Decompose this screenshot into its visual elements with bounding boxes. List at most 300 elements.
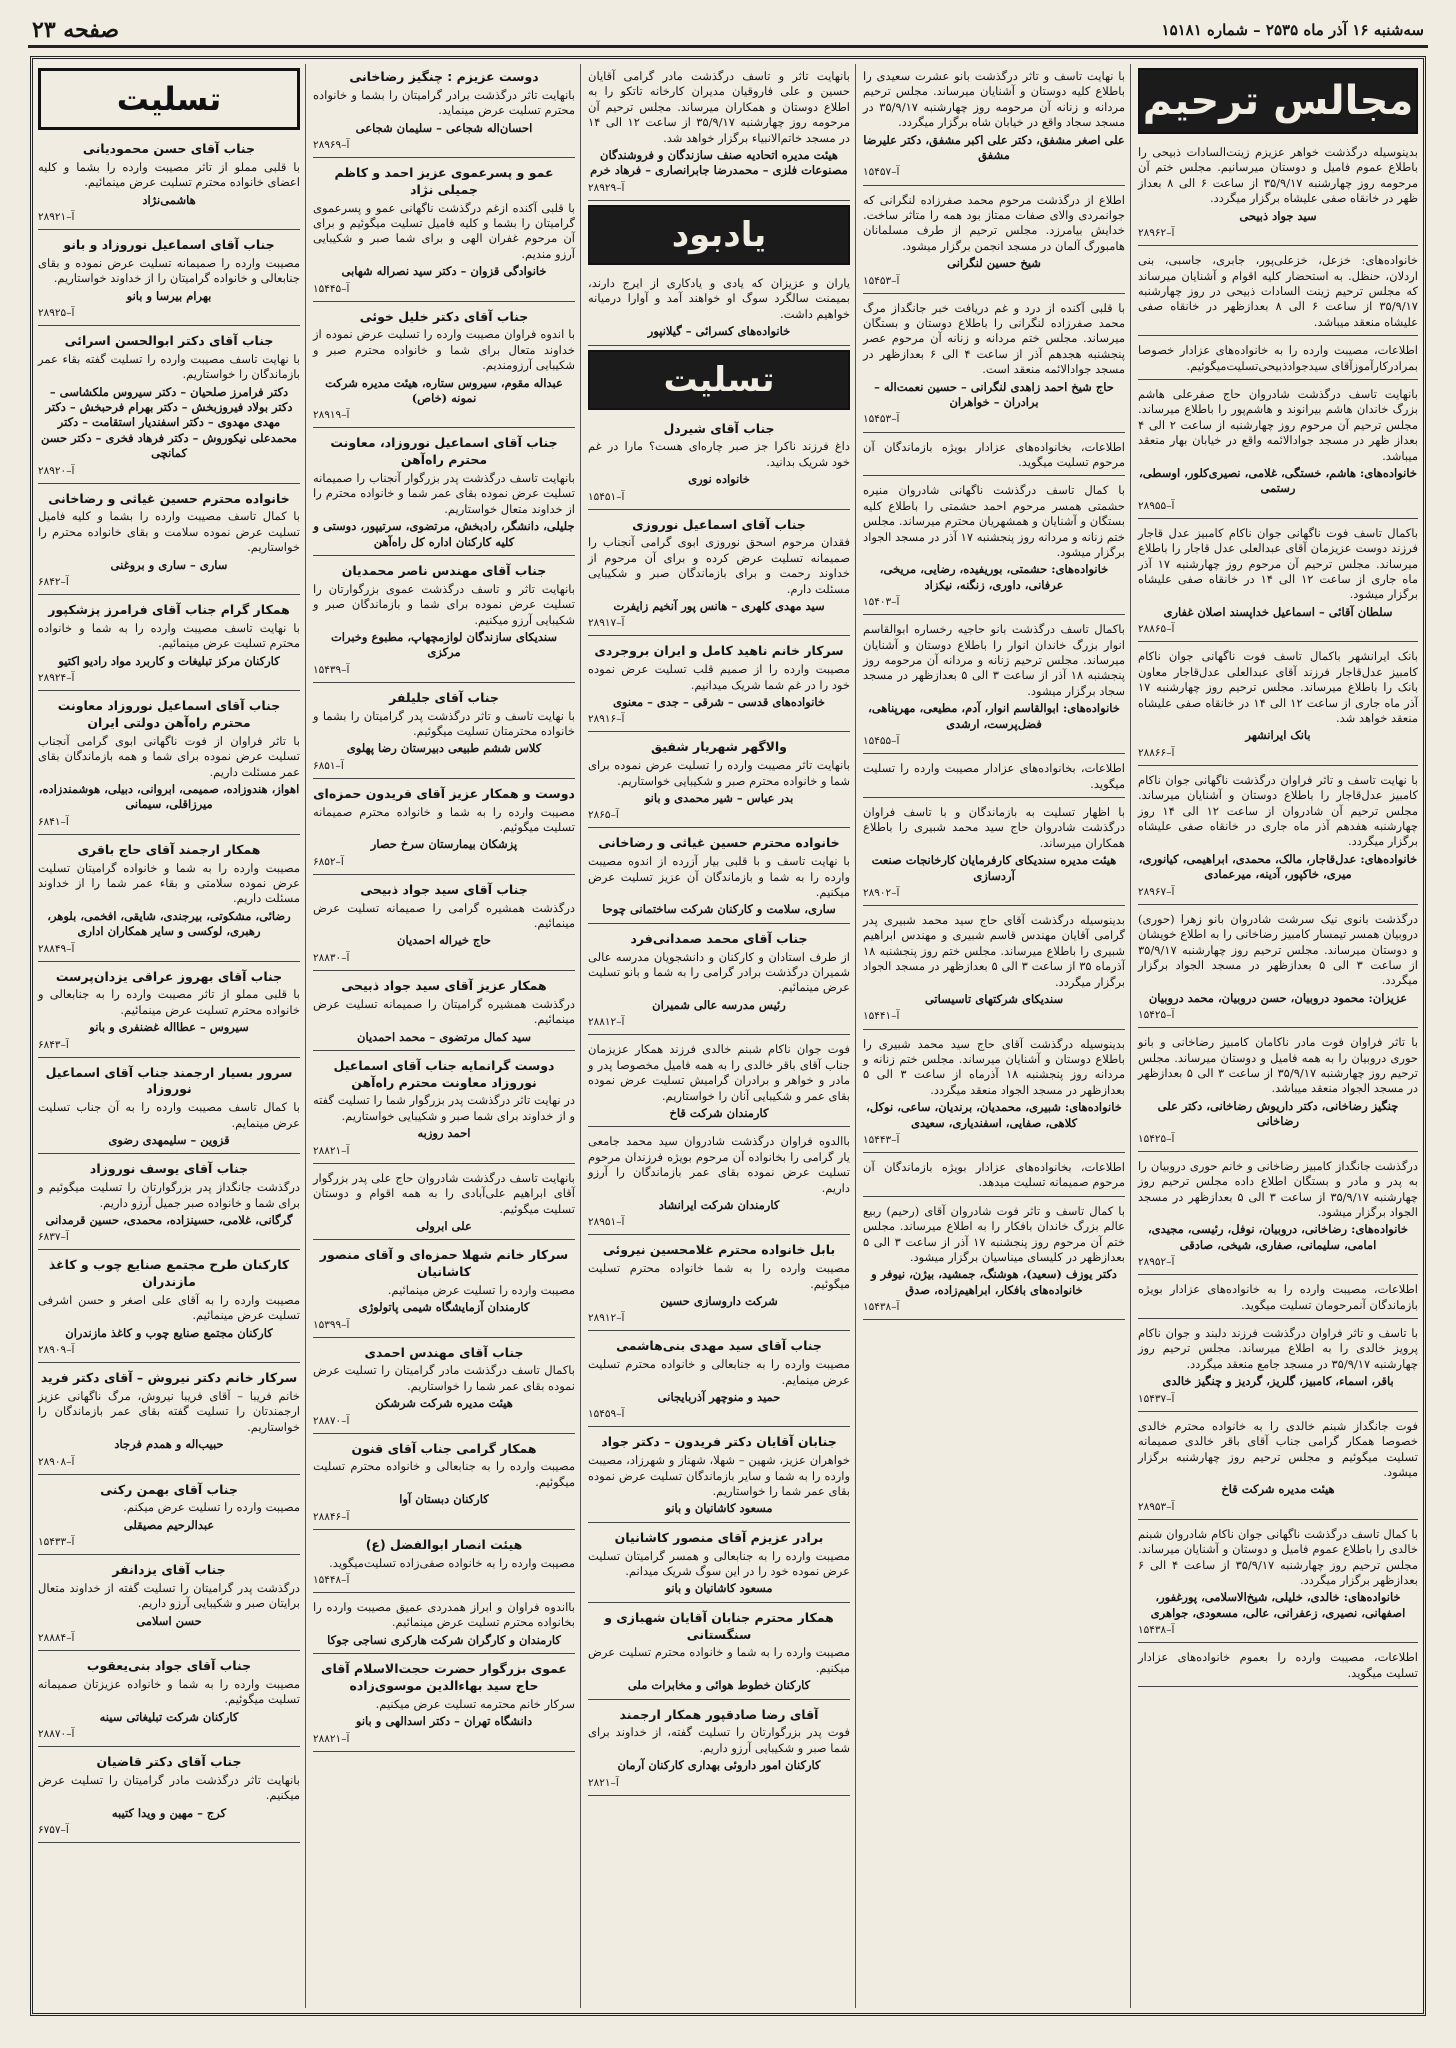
- notice-signature: حمید و منوچهر آذربایجانی: [657, 1390, 781, 1404]
- notice-body: اطلاعات، بخانواده‌های عزادار مصیبت وارده را تسلیت میگوید.: [863, 761, 1125, 791]
- notice-signature: علی ابرولی: [416, 1218, 472, 1233]
- notice: [313, 1342, 575, 1434]
- notice-code: ۲۸۸۳۰–آ: [313, 951, 350, 964]
- notice-signature: خانواده‌های: شبیری، محمدیان، برندیان، ساعی، نوکل، کلاهی، صفایی، اسفندیاری، سعیدی: [866, 1100, 1122, 1130]
- notice-body: با کمال تاسف مصیبت وارده را بشما و کلیه فامیل تسلیت عرض نموده سلامت و بقای خانواده محترم را خواستاریم.: [38, 509, 300, 555]
- notice: [1138, 340, 1418, 380]
- notice-signature: کارکنان مرکز تبلیغات و کاربرد مواد رادیو اکتیو: [58, 653, 280, 668]
- notice-code: ۲۸۹۵۲–آ: [1138, 1256, 1175, 1269]
- notice-body: بااندوه فراوان و ابراز همدردی عمیق مصیبت وارده را بخانواده محترم تسلیت عرض مینمائیم.: [313, 1599, 575, 1630]
- notice: [38, 1062, 300, 1155]
- column-notices-3: [583, 62, 855, 2010]
- notice-code: ۱۵۴۳۸–آ: [1138, 1624, 1175, 1637]
- notice-signature: هیئت مدیره شرکت قاخ: [1221, 1482, 1335, 1497]
- notice-body: با کمال تاسف و تاثر فوت شادروان آقای (رحیم) ربیع عالم بزرگ خاندان بافکار را به اطلاع میرساند. مجلس ختم آن مرحوم روز پنجشنبه ۱۷ آذر از ساعت ۳ الی ۵ بعدازظهر در کلیسای میناسیان برگزار میشود.: [863, 1203, 1125, 1265]
- notice: [863, 619, 1125, 754]
- column-notices-2: [858, 62, 1130, 2010]
- notice: [38, 695, 300, 835]
- notice-body: فقدان مرحوم اسحق نوروزی ابوی گرامی آنجناب را صمیمانه تسلیت عرض کرده و برای آن مرحوم از خداوند رحمت و برای بازماندگان صبر و شکیبایی مسئلت دارم.: [588, 535, 850, 596]
- notice: [313, 162, 575, 302]
- notice: [1138, 1323, 1418, 1412]
- notice-title: جناب آقای جواد بنی‌یعقوب: [86, 1658, 252, 1674]
- notice: [313, 66, 575, 158]
- notice: [38, 1655, 300, 1747]
- notice: [588, 736, 850, 828]
- notice-code: ۲۸۹۲۰–آ: [38, 464, 75, 477]
- notice: [38, 1367, 300, 1474]
- notice-signature: هاشمی‌نژاد: [142, 192, 196, 207]
- notice-code: ۲۸۹۱۲–آ: [588, 1312, 625, 1325]
- notice-signature: مسعود کاشانیان و بانو: [665, 1581, 773, 1596]
- notice-signature: هیئت مدیره اتحادیه صنف سازندگان و فروشندگان مصنوعات فلزی – محمدرضا جابرانصاری – فرهاد خرم: [590, 148, 848, 178]
- notice-body: با اظهار تسلیت به بازماندگان و با تاسف فراوان درگذشت شادروان حاج سید محمد شبیری را باطلاع همکاران میرساند.: [863, 804, 1125, 850]
- notice: [1138, 646, 1418, 766]
- notice-code: ۲۸۹۲۵–آ: [38, 307, 75, 319]
- page-header: [28, 14, 1428, 48]
- notice-signature: خانواده‌های قدسی – شرقی – جدی – معنوی: [612, 694, 826, 709]
- notice: [863, 437, 1125, 477]
- notice-body: باکمال تاسف درگذشت بانو حاجیه رخساره ابوالقاسم انوار بزرگ خاندان انوار را باطلاع دوستان و آشنایان میرساند. مجلس ترحیم زنانه و مردانه آن مرحومه روز پنجشنبه ۱۸ آذر از ساعت ۳ الی ۵ بعدازظهر در مسجد سجاد برگزار میشود.: [863, 622, 1125, 698]
- notice-title: جناب آقای مهندس احمدی: [364, 1344, 524, 1360]
- column-divider: [305, 64, 306, 2008]
- notice: [588, 1131, 850, 1235]
- notice-body: فوت جوان ناکام شبنم خالدی فرزند همکار عزیزمان جناب آقای باقر خالدی را به همه فامیل مخصوصا پدر و مادر و خواهر و برادران گرامیش تسلیت عرض نموده بقای عمر و شکیبایی آنان را خواستاریم.: [588, 1042, 850, 1103]
- notice-body: باالدوه فراوان درگذشت شادروان سید محمد جامعی یار گرامی را بخانواده آن مرحوم بویژه فرزندان مرحوم تسلیت عرض نموده بقای عمر بازماندگان را آرزو داریم.: [588, 1134, 850, 1195]
- notice-signature: دانشگاه تهران – دکتر اسدالهی و بانو: [355, 1714, 533, 1729]
- notice-body: یاران و عزیزان که یادی و یادکاری از ایرج دارند، بمیمنت سالگرد سوگ او خواهند آمد و آوارا درمیانه خواهیم داشت.: [588, 275, 850, 321]
- notice-code: ۲۸۸۲۱–آ: [313, 1732, 350, 1745]
- notice-code: ۲۸۹۵۵–آ: [1138, 499, 1175, 512]
- notice-body: با نهایت تاسف و تاثر درگذشت پدر گرامیتان را بشما و خانواده محترمتان تسلیت میگوئیم.: [313, 708, 575, 738]
- notice: [588, 1527, 850, 1603]
- page-number: صفحه ۲۳: [32, 16, 120, 43]
- notice-signature: هیئت مدیره شرکت شرشکن: [375, 1396, 513, 1411]
- notice-code: ۲۸۹۰۲–آ: [863, 886, 900, 899]
- notice-signature: سلطان آقائی – اسماعیل خداپسند اصلان غفاری: [1163, 604, 1393, 619]
- notice: [588, 1039, 850, 1127]
- notice-signature: شرکت داروسازی حسین: [660, 1293, 778, 1308]
- notice: [863, 758, 1125, 798]
- notice: [1138, 523, 1418, 643]
- notice-signature: عزیزان: محمود دروبیان، حسن دروبیان، محمد دروبیان: [1148, 990, 1408, 1005]
- notice-title: جناب آقای بهروز عراقی یزدان‌پرست: [55, 968, 283, 984]
- notice: [1138, 250, 1418, 336]
- notice-body: مصیبت وارده را به شما و خانواده محترم تسلیت عرض میکنیم.: [588, 1645, 850, 1675]
- notice-body: با نهایت تاسف و تاثر فراوان درگذشت ناگهانی جوان ناکام کامبیز عدل‌قاجار را باطلاع دوستان و آشنایان میرساند. مجلس ترحیم آن شادروان از ساعت ۱۲ الی ۱۴ روز چهارشنبه هفدهم آذر ماه جاری در خانقاه صفی علیشاه برگزار میگردد.: [1138, 772, 1418, 849]
- notice-body: بانهایت تاثر درگذشت برادر گرامیتان را بشما و خانواده محترم تسلیت عرض مینماید.: [313, 87, 575, 118]
- notice-signature: احمد روزبه: [417, 1126, 471, 1141]
- notice-body: اطلاعات، مصیبت وارده را به خانواده‌های عزادار خصوصا بمرادرکارآموزآقای سیدجوادذبیحی‌تسلیت‌میگوئیم.: [1138, 343, 1418, 373]
- notice-title: سرور بسیار ارجمند جناب آقای اسماعیل نوروزاد: [45, 1064, 293, 1097]
- notice-body: بانهایت تاثر مصیبت وارده را تسلیت عرض نموده برای شما و خانواده محترم صبر و شکیبایی خواستاریم.: [588, 758, 850, 788]
- notice-title: سرکار خانم دکتر نیروش – آقای دکتر فرید: [40, 1370, 298, 1386]
- notice-signature: باقر، اسماء، کامبیز، گلریز، گردیز و چنگیز خالدی: [1162, 1374, 1394, 1389]
- notice-body: با قلبی مملو از تاثر مصیبت وارده را بشما و کلیه اعضای خانواده محترم تسلیت عرض مینمائیم.: [38, 159, 300, 190]
- notice-body: بانهایت تاثر و تاسف درگذشت عموی بزرگوارتان را تسلیت عرض نموده برای شما و بازماندگان صبر و شکیبایی آرزو میکنیم.: [313, 581, 575, 627]
- notice-body: خواهران عزیز، شهین – شهلا، شهناز و شهرزاد، مصیبت وارده را به شما و سایر بازماندگان تسلیت عرض نموده بقای عمر شما را خواستاریم.: [588, 1453, 850, 1499]
- notice-signature: کارمندان شرکت قاخ: [669, 1105, 769, 1120]
- notice-signature: عبداله مقوم، سیروس ستاره، هیئت مدیره شرکت نمونه (خاص): [325, 375, 563, 405]
- notice-body: فوت جانگداز شبنم خالدی را به خانواده محترم خالدی خصوصا همکار گرامی جناب آقای باقر خالدی صمیمانه تسلیت میگوئیم و مجلس ترحیم روز چهارشنبه برگزار میشود.: [1138, 1418, 1418, 1479]
- notice-signature: رئیس مدرسه عالی شمیران: [652, 997, 786, 1012]
- banner-tasliat: تسلیت: [588, 350, 850, 410]
- notice-code: ۱۵۴۳۸–آ: [863, 1301, 900, 1314]
- notice: [313, 306, 575, 429]
- notice-code: ۲۸۹۵۳–آ: [1138, 1500, 1175, 1513]
- column-notices-4: [308, 62, 580, 2010]
- notice-signature: خانواده نوری: [688, 472, 750, 487]
- notice-signature: کارمندان آزمایشگاه شیمی پاتولوژی: [358, 1300, 530, 1315]
- notice-title: جناب آقای یزدانفر: [112, 1562, 226, 1578]
- column-majales-tarhim: [1133, 62, 1423, 2010]
- notice-signature: جلیلی، دانشگر، رادبخش، مرتضوی، سرتیپور، دوستی و کلیه کارکنان اداره کل راه‌آهن: [313, 519, 575, 549]
- notice-list: [38, 138, 300, 1843]
- banner-majales-tarhim: مجالس ترحیم: [1138, 68, 1418, 134]
- notice: [38, 138, 300, 230]
- notice-code: ۱۵۴۴۳–آ: [863, 1133, 900, 1146]
- notice-title: جناب آقای دکتر قاضیان: [96, 1754, 242, 1770]
- notice-signature: عبدالرحیم مصیقلی: [123, 1517, 215, 1532]
- notice-signature: کارمندان شرکت ایرانشاد: [658, 1197, 780, 1212]
- notice-signature: کارکنان دبستان آوا: [399, 1492, 489, 1507]
- notice-code: ۶۸۴۳–آ: [38, 1038, 69, 1051]
- notice: [313, 1534, 575, 1593]
- notice-signature: سید مهدی کلهری – هانس پور آنخیم زایفرت: [613, 598, 825, 613]
- notice-signature: رضائی، مشکوتی، بیرجندی، شایقی، افخمی، بلوهر، رهبری، لوکسی و سایر همکاران اداری: [47, 908, 291, 939]
- notice-body: با نهایت تاسف و تاثر درگذشت بانو عشرت سعیدی را باطلاع کلیه دوستان و آشنایان میرساند. مجلس ترحیم مردانه و زنانه آن مرحومه روز چهارشنبه ۳۵/۹/۱۷ در مسجد سجاد واقع در خیابان شاه برگزار میگردد.: [863, 69, 1125, 130]
- notice-signature: کلاس ششم طبیعی دبیرستان رضا پهلوی: [346, 741, 542, 756]
- notice: [313, 783, 575, 875]
- notice-signature: خانواده‌های: حشمتی، بوریفیده، رضایی، مریخی، عرفانی، داوری، زنگنه، نیکزاد: [879, 562, 1109, 592]
- notice-code: ۱۵۴۵۳–آ: [863, 413, 900, 426]
- notice-code: ۲۸۹۰۹–آ: [38, 1344, 75, 1357]
- notice-signature: کرج – مهین و ویدا کتیبه: [111, 1805, 227, 1820]
- notice-code: ۱۵۴۴۸–آ: [313, 1573, 350, 1586]
- notice-body: با تاثر فراوان از فوت ناگهانی ابوی گرامی آنجناب تسلیت عرض نموده برای شما و همه بازماندگان بقای عمر مسئلت داریم.: [38, 733, 300, 779]
- notice: [313, 879, 575, 971]
- notice-signature: پزشکان بیمارستان سرخ حصار: [370, 837, 518, 852]
- banner-yadbud: یادبود: [588, 205, 850, 265]
- notice-body: مصیبت وارده را به شما خانواده محترم تسلیت میگوئیم.: [588, 1261, 850, 1291]
- notice-signature: قزوین – سلیمهدی رضوی: [108, 1132, 230, 1147]
- notice-body: اطلاعات، مصیبت وارده را به خانواده‌های عزادار بویژه بازماندگان آنمرحومان تسلیت میگوید.: [1138, 1282, 1418, 1312]
- notice: [38, 234, 300, 326]
- notice-body: مصیبت وارده را به آقای علی اصغر و حسن اشرفی تسلیت عرض مینمائیم.: [38, 1292, 300, 1323]
- notice-body: بانهایت تاثر و تاسف درگذشت مادر گرامی آقایان حسین و علی فاروقیان مدیران کارخانه تاتکو را به اطلاع دوستان و همکاران میرساند. مجلس ترحیم آن مرحومه روز چهارشنبه ۳۵/۹/۱۷ از ساعت ۱۲ الی ۱۴ در مسجد خاتم‌الانبیاء برگزار خواهد شد.: [588, 69, 850, 145]
- notice-title: جناب آقای دکتر خلیل خوئی: [359, 308, 529, 324]
- notice: [588, 66, 850, 201]
- notice-signature: خانواده‌های: خالدی، خلیلی، شیخ‌الاسلامی، پورغفور، اصفهانی، نصیری، زعفرانی، عالی، مسعودی، جواهری: [1150, 1590, 1406, 1620]
- notice-body: مصیبت وارده را تسلیت عرض میکنم.: [123, 1500, 300, 1515]
- notice-body: فوت پدر بزرگوارتان را تسلیت گفته، از خداوند برای شما صبر و شکیبایی آرزو داریم.: [588, 1725, 850, 1755]
- notice: [863, 190, 1125, 294]
- notice-title: عمو و پسرعموی عزیز احمد و کاظم جمیلی نژاد: [334, 165, 554, 197]
- notice-body: بدینوسیله درگذشت آقای حاج سید محمد شبیری را باطلاع دوستان و آشنایان میرساند. مجلس ختم زنانه و مردانه روز پنجشنبه ۱۸ آذرماه از ساعت ۳ الی ۵ بعدازظهر در مسجد الجواد منعقد میگردد.: [863, 1036, 1125, 1097]
- notice-signature: احسان‌اله شجاعی – سلیمان شجاعی: [355, 120, 533, 135]
- notice-body: داغ فرزند ناکرا جز صبر چاره‌ای هست؟ مارا در غم خود شریک بدانید.: [588, 439, 850, 469]
- notice: [313, 687, 575, 779]
- notice-signature: بانک ایرانشهر: [1245, 728, 1311, 743]
- notice: [38, 599, 300, 691]
- issue-date-line: سه‌شنبه ۱۶ آذر ماه ۲۵۳۵ – شماره ۱۵۱۸۱: [1161, 20, 1424, 39]
- notice-title: برادر عزیزم آقای منصور کاشانیان: [614, 1529, 824, 1545]
- notice: [313, 1438, 575, 1530]
- notice-body: با نهایت تاسف مصیبت وارده را تسلیت گفته بقاء عمر بازماندگان را خواستاریم.: [38, 351, 300, 382]
- notice-signature: سندیکای شرکتهای تاسیساتی: [924, 992, 1064, 1007]
- notice-code: ۱۵۴۳۹–آ: [313, 663, 350, 676]
- notice: [588, 832, 850, 923]
- notice: [38, 1254, 300, 1363]
- notice-code: ۲۸۸۴۶–آ: [313, 1510, 350, 1523]
- notice-code: ۱۵۴۴۱–آ: [863, 1010, 900, 1023]
- notice-signature: خانواده‌های کسرائی – گیلانپور: [647, 324, 791, 339]
- notice-signature: چنگیز رضاخانی، دکتر داریوش رضاخانی، دکتر علی رضاخانی: [1157, 1098, 1399, 1129]
- notice-code: ۲۸۸۴۹–آ: [38, 942, 75, 955]
- notice-signature: دکتر یوزف (سعید)، هوشنگ، جمشید، بیژن، نیوفر و خانواده‌های بافکار، ابراهیم‌زاده، صدق: [871, 1267, 1117, 1297]
- notice-body: اطلاعات، مصیبت وارده را بعموم خانواده‌های عزادار تسلیت میگوید.: [1138, 1650, 1418, 1680]
- notice-body: خانواده‌های: خزعل، خزعلی‌پور، جابری، جاسبی، بنی اردلان، حنظل. به استحضار کلیه اقوام و آشنایان میرساند که مجلس ترحیم زینت السادات ذبیحی در روز چهارشنبه ۳۵/۹/۱۷ از ساعت ۶ الی ۸ بعدازظهر در خانقاه صفی علیشاه منعقد میباشد.: [1138, 253, 1418, 329]
- notice-body: مصیبت وارده را به خانواده صفی‌زاده تسلیت‌میگوید.: [329, 1555, 575, 1570]
- notice-code: ۲۸۲۱–آ: [588, 1776, 619, 1789]
- notice-signature: کارکنان خطوط هوائی و مخابرات ملی: [627, 1678, 811, 1693]
- notice: [863, 66, 1125, 186]
- notice-body: از طرف استادان و کارکنان و دانشجویان مدرسه عالی شمیران درگذشت برادر گرامی را به شما و بانو تسلیت عرض مینمائیم.: [588, 949, 850, 995]
- notice-code: ۶۸۴۲–آ: [38, 576, 69, 589]
- notice-body: درگذشت همشیره گرامی را صمیمانه تسلیت عرض مینمائیم.: [313, 900, 575, 931]
- notice-title: کارکنان طرح مجتمع صنایع چوب و کاغذ مازندران: [48, 1257, 290, 1290]
- notice-code: ۲۸۹۶۷–آ: [1138, 885, 1175, 898]
- notice: [1138, 384, 1418, 519]
- notice-code: ۲۸۸۲۱–آ: [313, 1144, 350, 1157]
- notice-body: در نهایت تاثر درگذشت پدر بزرگوار شما را تسلیت گفته و از خداوند برای شما صبر و شکیبایی خواستاریم.: [313, 1093, 575, 1123]
- notice-code: ۱۵۴۵۹–آ: [588, 1408, 625, 1421]
- column-divider: [855, 64, 856, 2008]
- notice-signature: سیروس – عطااله غضنفری و بانو: [89, 1020, 249, 1035]
- notice-body: بانهایت تاثر درگذشت مادر گرامیتان را تسلیت عرض میکنیم.: [38, 1773, 300, 1803]
- banner-tasliat-left: تسلیت: [38, 68, 300, 130]
- notice-title: سرکار خانم ناهید کامل و ایران بروجردی: [594, 643, 844, 659]
- notice-title: خانواده محترم حسین غیاثی و رضاخانی: [598, 835, 840, 851]
- column-divider: [580, 64, 581, 2008]
- notice-title: جنابان آقایان دکتر فریدون – دکتر جواد: [601, 1434, 837, 1450]
- notice-code: ۱۵۴۵۳–آ: [863, 274, 900, 287]
- notice-code: ۱۵۴۵۵–آ: [863, 735, 900, 748]
- notice-body: مصیبت وارده را تسلیت عرض مینمائیم.: [387, 1282, 575, 1297]
- notice-signature: خانوادگی قزوان – دکتر سید نصراله شهابی: [341, 264, 547, 279]
- notice-code: ۶۸۵۱–آ: [313, 759, 344, 772]
- notice-body: با اندوه فراوان مصیبت وارده را تسلیت عرض نموده از خداوند متعال برای شما و خانواده محترم صبر و شکیبایی آرزومندیم.: [313, 327, 575, 373]
- notice: [588, 640, 850, 732]
- notice-title: جناب آقای محمد صمدانی‌فرد: [630, 930, 808, 946]
- notice-title: جناب آقای مهندس ناصر محمدیان: [341, 563, 547, 578]
- notice-body: مصیبت وارده را به شما و خانواده عزیزتان صمیمانه تسلیت میگوئیم.: [38, 1677, 300, 1707]
- notice-body: مصیبت وارده را به جنابعالی و خانواده محترم تسلیت میگوئیم.: [313, 1459, 575, 1489]
- notice-body: بانهایت تاسف درگذشت شادروان حاج صفرعلی هاشم بزرگ خاندان هاشم بیرانوند و هاشم‌پور را باطلاع میرساند. مجلس ترحیم آن مرحوم روز چهارشنبه از ساعت ۲ الی ۴ بعداز ظهر در مسجد جوادالائمه واقع در خیابان بهار منعقد میباشد.: [1138, 386, 1418, 463]
- notice-signature: خانواده‌های: رضاخانی، دروبیان، نوفل، رئیسی، مجیدی، امامی، سلیمانی، صفاری، شیخی، صادقی: [1147, 1222, 1409, 1252]
- notice: [313, 432, 575, 556]
- notice-body: مصیبت وارده را به جنابعالی و خانواده محترم تسلیت عرض مینمایم.: [588, 1357, 850, 1387]
- notice: [313, 1244, 575, 1337]
- notice-body: بانهایت تاسف درگذشت پدر بزرگوار آنجناب را صمیمانه تسلیت عرض نموده بقای عمر شما و خانواده محترم را از خداوند متعال خواستاریم.: [313, 470, 575, 516]
- notice-signature: کارکنان مجتمع صنایع چوب و کاغذ مازندران: [65, 1325, 273, 1340]
- notice-body: با نهایت تاسف مصیبت وارده را به شما و خانواده محترم تسلیت عرض مینمائیم.: [38, 620, 300, 651]
- notice: [1138, 1032, 1418, 1152]
- notice-signature: اهواز، هندوزاده، صمیمی، ابروانی، دبیلی، هوشمندزاده، میرزاقلی، سیمانی: [38, 781, 300, 812]
- notice-title: جناب آقای سید جواد ذبیحی: [360, 881, 528, 897]
- notice-body: باکمال تاسف درگذشت مادر گرامیتان را تسلیت عرض نموده بقای عمر شما را خواستاریم.: [313, 1363, 575, 1393]
- notice-body: با قلبی آکنده ازغم درگذشت ناگهانی عمو و پسرعموی گرامیتان را بشما و کلیه فامیل تسلیت میگوئیم و برای آن مرحوم غفران الهی و برای شما صبر و شکیبایی آرزو مندیم.: [313, 200, 575, 261]
- notice-signature: کارکنان شرکت تبلیغاتی سینه: [99, 1709, 239, 1724]
- notice-body: مصیبت وارده را به جنابعالی و همسر گرامیتان تسلیت عرض نموده خود را در این سوگ شریک میدانم.: [588, 1548, 850, 1578]
- notice-title: جناب آقای سید مهدی بنی‌هاشمی: [616, 1338, 822, 1354]
- notice-signature: گرگانی، غلامی، حسینزاده، محمدی، حسین قرمدانی: [45, 1212, 293, 1227]
- notice: [588, 1431, 850, 1522]
- notice-title: عموی بزرگوار حضرت حجت‌الاسلام آقای حاج سید بهاءالدین موسوی‌زاده: [321, 1661, 567, 1693]
- notice-title: جناب آقای بهمن رکنی: [100, 1481, 238, 1497]
- notice-code: ۲۸۸۷۰–آ: [38, 1728, 75, 1741]
- notice: [38, 966, 300, 1058]
- notice-signature: مسعود کاشانیان و بانو: [665, 1501, 773, 1516]
- notice-title: همکار ارجمند آقای حاج باقری: [77, 841, 261, 857]
- notice: [588, 1335, 850, 1427]
- notice-signature: سید جواد ذبیحی: [1239, 208, 1317, 223]
- notice-code: ۲۸۹۶۹–آ: [313, 138, 350, 151]
- notice: [863, 298, 1125, 433]
- notice-body: درگذشت بانوی نیک سرشت شادروان بانو زهرا (حوری) دروبیان همسر تیمسار کامبیز رضاخانی را به اطلاع خویشان و دوستان میرساند. مجلس ترحیم روز چهارشنبه ۳۵/۹/۱۷ از ساعت ۳ الی ۵ بعدازظهر در مسجد الجواد برگزار میگردد.: [1138, 911, 1418, 988]
- notice-code: ۱۵۴۰۳–آ: [863, 596, 900, 609]
- notice: [1138, 1156, 1418, 1276]
- notice-code: ۲۸۹۱۶–آ: [588, 713, 625, 726]
- notice: [38, 488, 300, 595]
- notice-code: ۶۷۵۷–آ: [38, 1824, 69, 1837]
- notice-body: اطلاع از درگذشت مرحوم محمد صفرزاده لنگرانی که جوانمردی والای صفات ممتاز بود همه را متاثر ساخت. خدایش بیامرزد. مجلس ترحیم از طرف مسلمانان هامبورگ آلمان در مسجد انجمن برگزار میشود.: [863, 192, 1125, 253]
- notice-code: ۱۵۴۳۳–آ: [38, 1536, 75, 1549]
- notice-title: آقای رضا صادقپور همکار ارجمند: [619, 1706, 819, 1722]
- notice-code: ۲۸۸۶۵–آ: [1138, 623, 1175, 636]
- notice-code: ۶۸۳۷–آ: [38, 1231, 69, 1244]
- notice-signature: کارمندان و کارگران شرکت هارکری نساجی جوکا: [327, 1632, 561, 1647]
- notice: [863, 1034, 1125, 1154]
- notice-signature: بهرام بیرسا و بانو: [126, 288, 212, 303]
- notice: [1138, 770, 1418, 905]
- notice: [1138, 1647, 1418, 1687]
- notice-code: ۱۵۳۹۹–آ: [313, 1318, 350, 1331]
- notice-body: با کمال تاسف مصیبت وارده را به آن جناب تسلیت عرض مینمایم.: [38, 1100, 300, 1130]
- notice-body: مصیبت وارده را به شما و خانواده گرامیتان تسلیت عرض نموده سلامتی و بقاء عمر شما را از خداوند مسئلت داریم.: [38, 860, 300, 906]
- notice-code: ۱۵۴۵۷–آ: [863, 166, 900, 179]
- notice-code: ۲۸۸۸۴–آ: [38, 1632, 75, 1645]
- notice-title: جناب آقای دکتر ابوالحسن اسرائی: [64, 333, 274, 349]
- notice: [38, 330, 300, 484]
- notice-code: ۱۵۴۴۵–آ: [313, 282, 350, 295]
- notice: [38, 1158, 300, 1250]
- notice-body: با قلبی آکنده از درد و غم دریافت خبر جانگداز مرگ محمد صفرزاده لنگرانی را باطلاع دوستان و بستگان میرساند. مجلس ختم مردانه و زنانه آن مرحوم عصر پنجشنبه هجدهم آذر از ساعت ۴ الی ۶ بعدازظهر در مسجد جوادالائمه منعقد است.: [863, 300, 1125, 377]
- notice-list: [588, 418, 850, 1796]
- notice-body: درگذشت همشیره گرامیتان را صمیمانه تسلیت عرض مینمائیم.: [313, 996, 575, 1027]
- notice-title: جناب آقای اسماعیل نوروزاد معاونت محترم راه‌آهن دولتی ایران: [57, 698, 281, 730]
- notice-body: مصیبت وارده را از صمیم قلب تسلیت عرض نموده خود را در غم شما شریک میدانیم.: [588, 662, 850, 692]
- notice-code: ۱۵۴۲۵–آ: [1138, 1132, 1175, 1145]
- notice: [863, 802, 1125, 906]
- notice: [1138, 909, 1418, 1029]
- notice-code: ۲۸۹۱۹–آ: [313, 409, 350, 422]
- notice-title: جناب آقای شیردل: [663, 420, 775, 436]
- notice-signature: علی اصغر مشفق، دکتر علی اکبر مشفق، دکتر علیرضا مشفق: [863, 132, 1125, 163]
- notice-signature: خانواده‌های: ابوالقاسم انوار، آدم، مطیعی، مهرپناهی، فضل‌پرست، ارشدی: [868, 701, 1120, 731]
- column-tasliat: [33, 62, 305, 2010]
- notice-code: ۲۸۸۷۰–آ: [313, 1414, 350, 1427]
- notice-title: همکار عزیز آقای سید جواد ذبیحی: [341, 977, 547, 993]
- notice: [313, 1658, 575, 1751]
- notice-code: ۲۸۹۲۴–آ: [38, 672, 75, 685]
- notice-signature: ساری، سلامت و کارکنان شرکت ساختمانی چوحا: [602, 902, 836, 917]
- notice: [863, 910, 1125, 1030]
- notice-body: درگذشت جانگداز کامبیز رضاخانی و خانم حوری دروبیان را به پدر و مادر و بستگان اطلاع داده مجلس ترحیم روز چهارشنبه ۳۵/۹/۱۷ از ساعت ۳ الی ۵ بعدازظهر در مسجد الجواد برگزار میشود.: [1138, 1158, 1418, 1219]
- notice-signature: حبیب‌اله و همدم فرجاد: [114, 1437, 224, 1452]
- notice-title: دوست گرانمایه جناب آقای اسماعیل نوروزاد معاونت محترم راه‌آهن: [333, 1057, 555, 1090]
- notice-body: درگذشت پدر گرامیتان را تسلیت گفته از خداوند متعال برایتان صبر و شکیبایی آرزو داریم.: [38, 1581, 300, 1611]
- notice-signature: خانواده‌های: هاشم، خستگی، غلامی، نصیری‌کلور، اوسطی، رستمی: [1139, 465, 1417, 496]
- notice-title: سرکار خانم شهلا حمزه‌ای و آقای منصور کاشانیان: [319, 1247, 569, 1280]
- notice: [1138, 1279, 1418, 1319]
- notice-signature: حاج شیخ احمد زاهدی لنگرانی – حسین نعمت‌اله – برادران – خواهران: [874, 379, 1114, 410]
- notice-signature: سید کمال مرتضوی – محمد احمدیان: [357, 1029, 531, 1044]
- notice-code: ۲۸۸۶۶–آ: [1138, 746, 1175, 759]
- notice-signature: سندیکای سازندگان لوازمچهاپ، مطبوع وخبرات مرکزی: [330, 629, 558, 660]
- notice: [588, 514, 850, 637]
- notice-title: همکار گرامی جناب آقای قنون: [351, 1440, 537, 1456]
- notice-body: با کمال تاسف درگذشت ناگهانی شادروان منیره حشمتی همسر مرحوم احمد حشمتی را باطلاع کلیه بستگان و آشنایان و همشهریان محترم میرساند. مجلس ختم زنانه و مردانه روز پنجشنبه ۱۷ آذر در مسجد الجواد برگزار میشود.: [863, 483, 1125, 559]
- notice-body: اطلاعات، بخانواده‌های عزادار بویژه بازماندگان آن مرحوم تسلیت میگوید.: [863, 439, 1125, 469]
- notice-list: [588, 66, 850, 201]
- notice-code: ۱۵۴۵۱–آ: [588, 490, 625, 503]
- notice: [313, 560, 575, 683]
- notice-code: ۲۸۸۱۲–آ: [588, 1016, 625, 1029]
- notice: [313, 1597, 575, 1654]
- notice-body: بانک ایرانشهر باکمال تاسف فوت ناگهانی جوان ناکام کامبیز عدل‌قاجار فرزند آقای عبدالعلی عدل‌قاجار معاون بانک را باطلاع میرساند. مجلس ترحیم روز چهارشنبه ۱۷ آذر ماه جاری از ساعت ۱۲ الی ۱۴ در خانقاه صفی علیشاه منعقد خواهد شد.: [1138, 649, 1419, 725]
- notice-code: ۲۸۹۵۱–آ: [588, 1216, 625, 1229]
- notice: [1138, 1416, 1418, 1520]
- notice-code: ۱۵۴۲۵–آ: [1138, 1009, 1175, 1022]
- notice-title: بابل خانواده محترم غلامحسین نیروئی: [602, 1242, 836, 1258]
- notice-signature: ساری – ساری و بروغنی: [110, 557, 228, 572]
- notice-body: خانم فریبا – آقای فریبا نیروش، مرگ ناگهانی عزیز ارجمندتان را تسلیت گفته بقای عمر بازماندگان را خواستاریم.: [38, 1388, 300, 1434]
- notice-code: ۱۵۴۳۷–آ: [1138, 1392, 1175, 1405]
- notice-code: ۲۸۶۵–آ: [588, 809, 619, 822]
- notice-title: جناب آقای جلیلفر: [389, 689, 499, 705]
- notice-signature: بدر عباس – شیر محمدی و بانو: [644, 791, 794, 805]
- notice: [588, 1704, 850, 1796]
- notice-body: با تاثر فراوان فوت مادر ناکامان کامبیز رضاخانی و بانو حوری دروبیان را به همه فامیل و دوستان میرساند. مجلس ترحیم روز چهارشنبه ۳۵/۹/۱۷ از ساعت ۳ الی ۵ بعدازظهر در مسجد الجواد منعقد میباشد.: [1138, 1035, 1418, 1096]
- notice-title: خانواده محترم حسین غیاثی و رضاخانی: [48, 490, 290, 506]
- notice-code: ۲۸۹۲۹–آ: [588, 181, 625, 194]
- notice-signature: حاج خیراله احمدیان: [397, 933, 491, 948]
- notice: [588, 928, 850, 1035]
- notice-title: جناب آقای حسن محمودیانی: [82, 141, 256, 156]
- notice: [313, 1055, 575, 1164]
- notice-code: ۲۸۹۶۲–آ: [1138, 227, 1175, 240]
- notice-body: اطلاعات، بخانواده‌های عزادار بویژه بازماندگان آن مرحوم صمیمانه تسلیت میدهد.: [863, 1160, 1125, 1190]
- notice-body: با نهایت تاسف و با قلبی بیار آزرده از اندوه مصیبت وارده را به شما و بازماندگان آن عزیز تسلیت عرض میکنیم.: [588, 854, 850, 900]
- notice-body: مصیبت وارده را به شما و خانواده محترم صمیمانه تسلیت میگوئیم.: [313, 804, 575, 835]
- notice-title: همکار محترم جنابان آقایان شهبازی و سنگستانی: [604, 1609, 834, 1642]
- notice-title: جناب آقای اسماعیل نوروزی: [632, 516, 806, 532]
- notice: [38, 1751, 300, 1843]
- notice-code: ۶۸۵۲–آ: [313, 855, 344, 868]
- notice-title: جناب آقای یوسف نوروزاد: [89, 1161, 249, 1177]
- notice-signature: کارکنان امور داروئی بهداری کارکنان آرمان: [617, 1758, 821, 1773]
- notice-list: [1138, 142, 1418, 1687]
